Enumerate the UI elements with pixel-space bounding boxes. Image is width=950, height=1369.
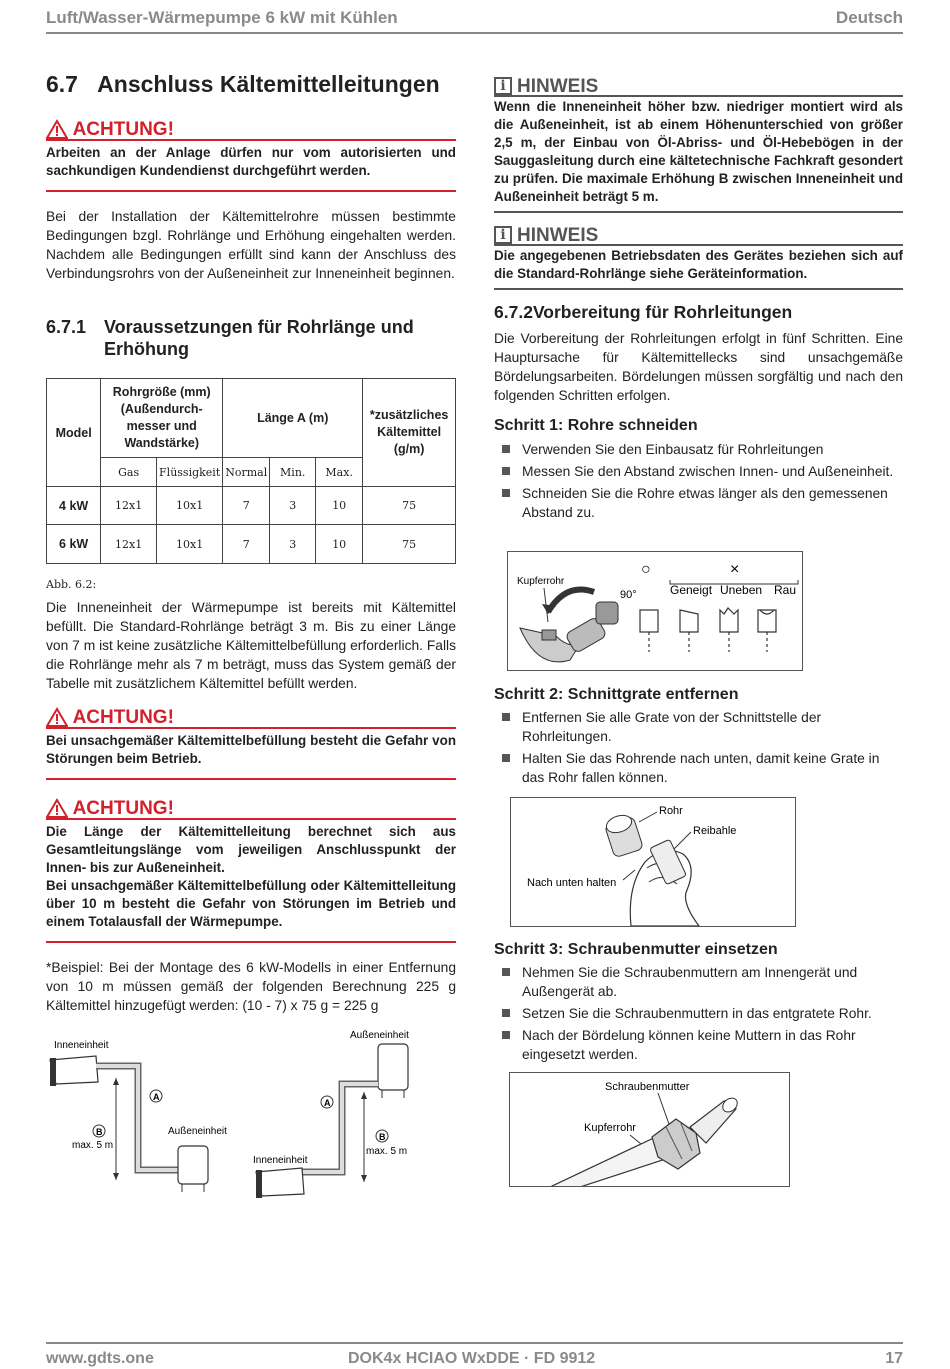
page-number: 17	[885, 1350, 903, 1367]
list-item: Setzen Sie die Schraubenmuttern in das entgratete Rohr.	[494, 1004, 903, 1023]
flare-nut-figure	[509, 1072, 790, 1187]
section-number: 6.7	[46, 71, 78, 97]
list-item: Nehmen Sie die Schraubenmuttern am Innengerät und Außengerät ab.	[494, 963, 903, 1001]
pipe-spec-table	[46, 378, 456, 564]
cell-extra: 75	[363, 487, 456, 525]
cell-min: 3	[270, 525, 316, 564]
step2-heading: Schritt 2: Schnittgrate entfernen	[494, 686, 739, 703]
figure-caption: Abb. 6.2:	[46, 578, 97, 591]
example-paragraph: *Beispiel: Bei der Montage des 6 kW-Modells in einer Entfernung von 10 m müssen gemäß der folgenden Berechnung 225 g Kältemittel hinzugefügt werden: (10 - 7) x 75 g = 225 g	[46, 960, 456, 1013]
step1-list	[494, 440, 903, 525]
cell-normal: 7	[223, 487, 270, 525]
warning-text: Arbeiten an der Anlage dürfen nur vom autorisierten und sachkundigen Kundendienst durchgeführt werden.	[46, 141, 456, 192]
svg-text:Inneneinheit: Inneneinheit	[253, 1155, 308, 1166]
th-max: Max.	[316, 458, 363, 487]
pipe-icon	[604, 812, 643, 857]
warning-box-2	[46, 707, 456, 780]
cell-min: 3	[270, 487, 316, 525]
list-item: Nach der Bördelung können keine Muttern in das Rohr eingesetzt werden.	[494, 1026, 903, 1064]
cell-model: 6 kW	[47, 525, 101, 564]
warning-text: Die Länge der Kältemittelleitung berechnet sich aus Gesamtleitungslänge vom jeweiligen Anschlusspunkt der Innen- bis zur Außeneinheit. Bei unsachgemäßer Kältemittelbefüllung oder Kältemittelleitung über 10 m besteht die Gefahr von Störungen im Betrieb und einem Totalausfall der Wärmepumpe.	[46, 820, 456, 943]
charge-paragraph: Die Inneneinheit der Wärmepumpe ist bereits mit Kältemittel befüllt. Die Standard-Rohrlänge beträgt 3 m. Bis zu einer Länge von 7 m ist keine zusätzliche Kältemittelbefüllung erforderlich. Falls die Rohrlänge mehr als 7 m beträgt, muss das System gemäß der Tabelle mit zusätzlichem Kältemittel befüllt werden.	[46, 600, 456, 691]
deburring-figure	[510, 797, 796, 927]
cell-liquid: 10x1	[157, 487, 223, 525]
warning-box-3	[46, 798, 456, 943]
step3-list	[494, 963, 903, 1067]
warning-triangle-icon	[46, 707, 68, 727]
warning-text: Bei unsachgemäßer Kältemittelbefüllung besteht die Gefahr von Störungen beim Betrieb.	[46, 729, 456, 780]
step3-heading: Schritt 3: Schraubenmutter einsetzen	[494, 941, 778, 958]
list-item: Halten Sie das Rohrende nach unten, damit keine Grate in das Rohr fallen können.	[494, 749, 903, 787]
page-header	[46, 0, 903, 34]
hint-box-1	[494, 76, 903, 213]
flare-nut-icon	[652, 1095, 740, 1169]
subsection-number: 6.7.1	[46, 317, 87, 337]
subsection-heading-6-7-2: 6.7.2Vorbereitung für Rohrleitungen	[494, 302, 793, 322]
not-ok-mark: ×	[730, 561, 740, 578]
cell-normal: 7	[223, 525, 270, 564]
page-footer	[46, 1342, 903, 1369]
svg-text:Reibahle: Reibahle	[693, 825, 737, 837]
intro-paragraph: Bei der Installation der Kältemittelrohre müssen bestimmte Bedingungen bzgl. Rohrlänge und Erhöhung eingehalten werden. Nachdem alle Bedingungen erfüllt sind kann der Anschluss des Verbindungsrohrs von der Außeneinheit zur Inneneinheit beginnen.	[46, 209, 456, 281]
svg-text:A: A	[153, 1092, 160, 1102]
ok-mark: ○	[641, 561, 651, 578]
footer-doc-id: DOK4x HCIAO WxDDE · FD 9912	[348, 1350, 596, 1367]
table-row	[47, 525, 456, 564]
th-min: Min.	[270, 458, 316, 487]
th-liquid: Flüssigkeit	[157, 458, 223, 487]
th-model: Model	[47, 379, 101, 487]
svg-text:max. 5 m: max. 5 m	[72, 1140, 114, 1151]
list-item: Verwenden Sie den Einbausatz für Rohrleitungen	[494, 440, 903, 459]
hint-title: i HINWEIS	[494, 76, 903, 97]
header-language: Deutsch	[835, 8, 903, 27]
info-icon: i	[494, 226, 512, 244]
list-item: Entfernen Sie alle Grate von der Schnittstelle der Rohrleitungen.	[494, 708, 903, 746]
indoor-unit-icon	[50, 1056, 98, 1084]
warning-triangle-icon	[46, 119, 68, 139]
step2-list	[494, 708, 903, 790]
svg-text:B: B	[379, 1132, 386, 1142]
table-row	[47, 487, 456, 525]
installation-height-diagram	[46, 1022, 456, 1202]
preparation-paragraph: Die Vorbereitung der Rohrleitungen erfolgt in fünf Schritten. Eine Hauptursache für Kältemittellecks sind unsachgemäße Bördelungsarbeiten. Bördelungen müssen sorgfältig und nach den folgenden Schritten erfolgen.	[494, 331, 903, 403]
subsection-title: Voraussetzungen für Rohrlänge und Erhöhung	[104, 317, 414, 359]
svg-text:Rohr: Rohr	[659, 805, 683, 817]
outdoor-unit-icon	[378, 1044, 408, 1090]
indoor-unit-icon	[256, 1168, 304, 1196]
svg-text:Außeneinheit: Außeneinheit	[350, 1030, 409, 1041]
th-normal: Normal	[223, 458, 270, 487]
svg-text:Geneigt: Geneigt	[670, 583, 713, 597]
cell-max: 10	[316, 525, 363, 564]
svg-text:90°: 90°	[620, 589, 637, 601]
hint-title: i HINWEIS	[494, 225, 903, 246]
list-item: Messen Sie den Abstand zwischen Innen- und Außeneinheit.	[494, 462, 903, 481]
pipe-cutting-figure	[507, 551, 803, 671]
th-length: Länge A (m)	[223, 379, 363, 458]
warning-triangle-icon	[46, 798, 68, 818]
hint-box-2	[494, 225, 903, 290]
warning-title: ACHTUNG!	[46, 707, 456, 729]
cell-max: 10	[316, 487, 363, 525]
hint-text: Die angegebenen Betriebsdaten des Gerätes beziehen sich auf die Standard-Rohrlänge siehe Geräteinformation.	[494, 246, 903, 290]
pipe-cutter-icon	[520, 590, 618, 662]
svg-text:max. 5 m: max. 5 m	[366, 1146, 408, 1157]
pipe-end-examples	[640, 608, 776, 652]
svg-text:Außeneinheit: Außeneinheit	[168, 1126, 227, 1137]
cell-gas: 12x1	[101, 487, 157, 525]
svg-text:Kupferrohr: Kupferrohr	[517, 576, 565, 587]
th-pipe-size: Rohrgröße (mm) (Außendurch-messer und Wandstärke)	[101, 379, 223, 458]
step1-heading: Schritt 1: Rohre schneiden	[494, 417, 698, 434]
cell-liquid: 10x1	[157, 525, 223, 564]
scenario-outdoor-above	[253, 1030, 409, 1198]
warning-title: ACHTUNG!	[46, 119, 456, 141]
svg-text:B: B	[96, 1127, 103, 1137]
svg-text:Schraubenmutter: Schraubenmutter	[605, 1081, 690, 1093]
svg-text:Kupferrohr: Kupferrohr	[584, 1122, 636, 1134]
svg-text:Uneben: Uneben	[720, 583, 763, 597]
list-item: Schneiden Sie die Rohre etwas länger als den gemessenen Abstand zu.	[494, 484, 903, 522]
cell-model: 4 kW	[47, 487, 101, 525]
scenario-indoor-above	[50, 1040, 227, 1192]
header-title: Luft/Wasser-Wärmepumpe 6 kW mit Kühlen	[46, 8, 398, 27]
svg-text:Nach unten halten: Nach unten halten	[527, 877, 617, 889]
outdoor-unit-icon	[178, 1146, 208, 1184]
cell-extra: 75	[363, 525, 456, 564]
svg-text:A: A	[324, 1098, 331, 1108]
section-heading	[46, 71, 456, 98]
cell-gas: 12x1	[101, 525, 157, 564]
hand-icon	[630, 839, 699, 926]
hint-text: Wenn die Inneneinheit höher bzw. niedriger montiert wird als die Außeneinheit, ist ab einem Höhenunterschied von größer 2,5 m, der Einbau von Öl-Abriss- und Öl-Hebebögen in der Sauggasleitung durch eine kältetechnische Fachkraft gesondert zu prüfen. Die maximale Erhöhung B zwischen Inneneinheit und Außeneinheit beträgt 5 m.	[494, 97, 903, 213]
th-gas: Gas	[101, 458, 157, 487]
section-title: Anschluss Kältemittelleitungen	[97, 71, 440, 97]
svg-text:Rau: Rau	[774, 583, 797, 597]
warning-title: ACHTUNG!	[46, 798, 456, 820]
th-extra-refrigerant: *zusätzliches Kältemittel (g/m)	[363, 379, 456, 487]
info-icon: i	[494, 77, 512, 95]
svg-text:Inneneinheit: Inneneinheit	[54, 1040, 109, 1051]
footer-website[interactable]: www.gdts.one	[46, 1350, 154, 1367]
warning-box-1	[46, 119, 456, 192]
